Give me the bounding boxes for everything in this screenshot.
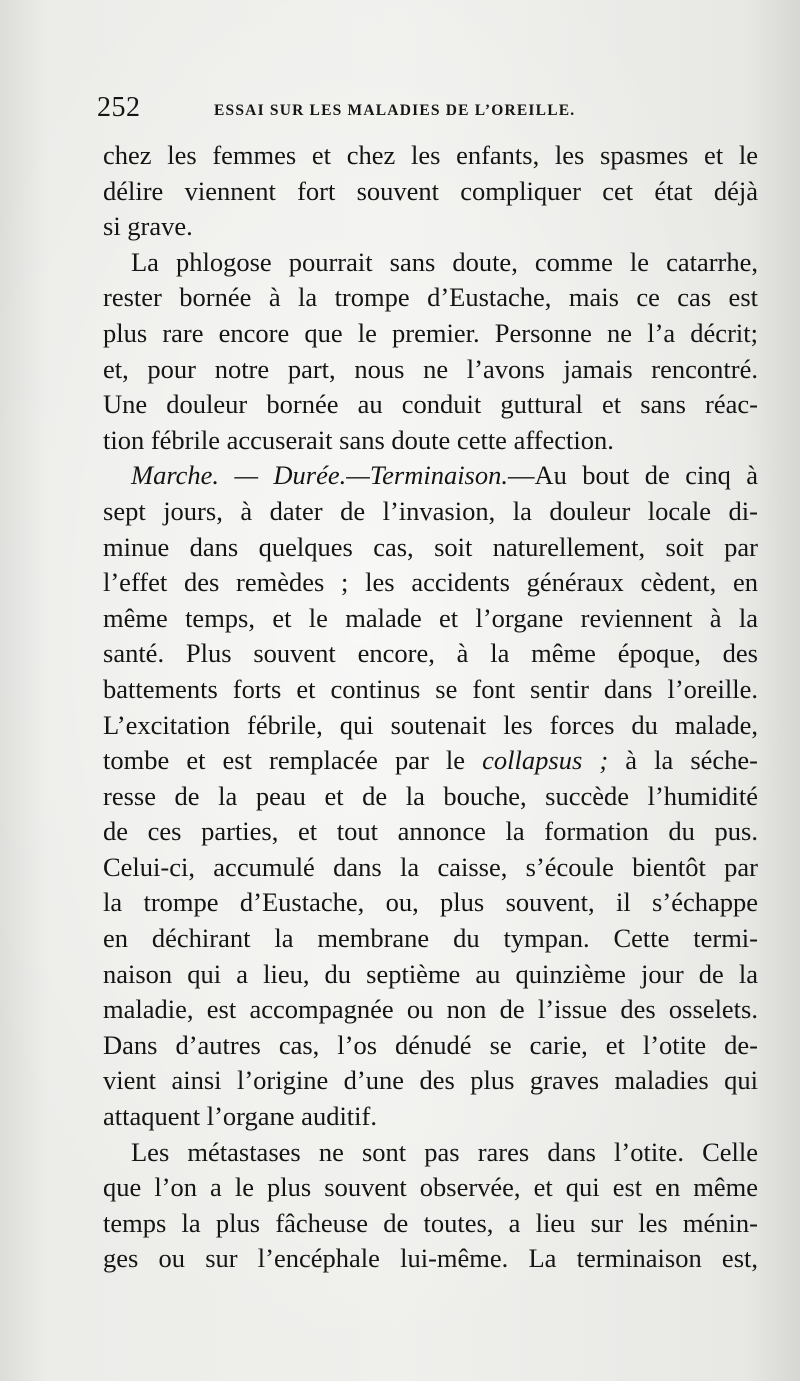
text-line: santé. Plus souvent encore, à la même époque, des bbox=[103, 638, 758, 669]
text-line: Les métastases ne sont pas rares dans l’otite. Celle bbox=[131, 1136, 758, 1167]
text-line bbox=[103, 458, 758, 494]
text-line: maladie, est accompagnée ou non de l’issue des osselets. bbox=[103, 994, 758, 1025]
text-line: naison qui a lieu, du septième au quinzième jour de la bbox=[103, 958, 758, 989]
text-line: et, pour notre part, nous ne l’avons jamais rencontré. bbox=[103, 353, 758, 384]
text-line: de ces parties, et tout annonce la formation du pus. bbox=[103, 816, 758, 847]
text-line: attaquent l’organe auditif. bbox=[103, 1101, 377, 1132]
text-line: vient ainsi l’origine d’une des plus graves maladies qui bbox=[103, 1065, 758, 1096]
text-line: battements forts et continus se font sentir dans l’oreille. bbox=[103, 673, 758, 704]
text-line: en déchirant la membrane du tympan. Cette termi- bbox=[103, 923, 758, 954]
text-line: ges ou sur l’encéphale lui-même. La terminaison est, bbox=[103, 1243, 758, 1274]
text-line: plus rare encore que le premier. Personne ne l’a décrit; bbox=[103, 317, 758, 348]
text-line: L’excitation fébrile, qui soutenait les forces du malade, bbox=[103, 709, 758, 740]
text-run: à la séche- bbox=[608, 745, 759, 776]
section-heading: Marche. — Durée.—Terminaison. bbox=[131, 460, 508, 491]
page-header bbox=[97, 92, 757, 132]
text-run: tombe et est remplacée par le bbox=[103, 745, 483, 776]
text-line: délire viennent fort souvent compliquer cet état déjà bbox=[103, 175, 758, 206]
text-line: Une douleur bornée au conduit guttural et sans réac- bbox=[103, 389, 758, 420]
text-line: sept jours, à dater de l’invasion, la douleur locale di- bbox=[103, 495, 758, 526]
text-line: chez les femmes et chez les enfants, les spasmes et le bbox=[103, 140, 758, 170]
text-line: même temps, et le malade et l’organe reviennent à la bbox=[103, 602, 758, 633]
text-line: l’effet des remèdes ; les accidents généraux cèdent, en bbox=[103, 567, 758, 598]
text-line: temps la plus fâcheuse de toutes, a lieu sur les ménin- bbox=[103, 1207, 758, 1238]
text-line: Dans d’autres cas, l’os dénudé se carie, et l’otite de- bbox=[103, 1029, 758, 1060]
text-line: si grave. bbox=[103, 211, 193, 242]
italic-term: collapsus ; bbox=[482, 745, 609, 776]
text-line: Celui-ci, accumulé dans la caisse, s’écoule bientôt par bbox=[103, 851, 758, 882]
page-number: 252 bbox=[97, 92, 141, 123]
text-line: tion fébrile accuserait sans doute cette affection. bbox=[103, 424, 614, 455]
text-line: la trompe d’Eustache, ou, plus souvent, il s’échappe bbox=[103, 887, 758, 918]
body-text bbox=[103, 138, 758, 1277]
text-line: que l’on a le plus souvent observée, et qui est en même bbox=[103, 1172, 758, 1203]
running-title: ESSAI SUR LES MALADIES DE L’OREILLE. bbox=[214, 102, 576, 119]
text-run: —Au bout de cinq à bbox=[508, 460, 758, 491]
text-line: rester bornée à la trompe d’Eustache, mais ce cas est bbox=[103, 282, 758, 313]
text-line bbox=[103, 743, 758, 779]
text-line: La phlogose pourrait sans doute, comme le catarrhe, bbox=[131, 246, 758, 277]
text-line: resse de la peau et de la bouche, succède l’humidité bbox=[103, 780, 758, 811]
text-line: minue dans quelques cas, soit naturellement, soit par bbox=[103, 531, 758, 562]
